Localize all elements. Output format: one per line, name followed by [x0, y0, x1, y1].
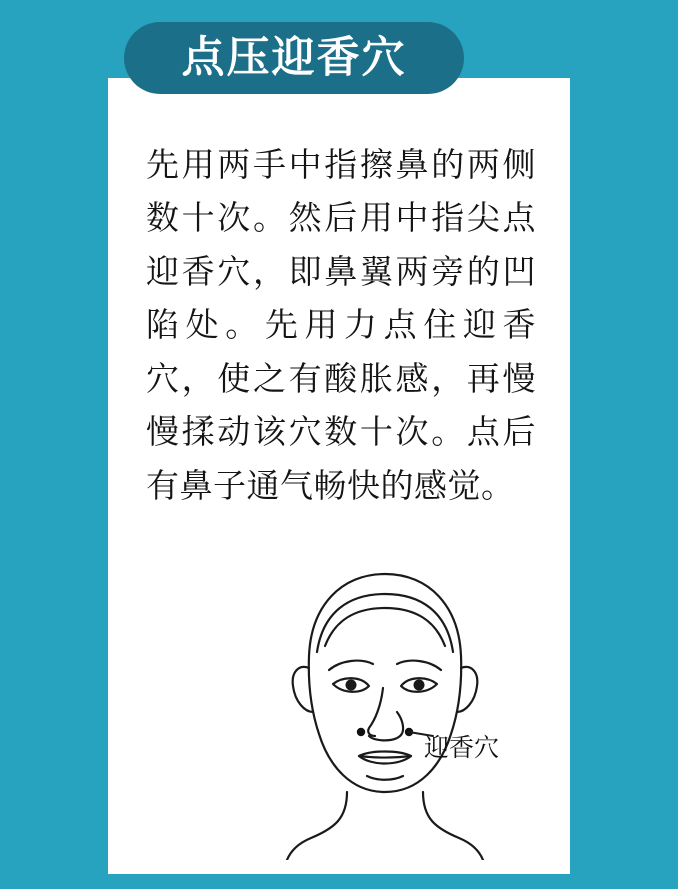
page-title: 点压迎香穴: [181, 32, 407, 83]
title-badge: [124, 22, 464, 94]
acupoint-label: 迎香穴: [424, 733, 500, 762]
face-diagram: [255, 560, 515, 860]
body-paragraph: 先用两手中指擦鼻的两侧数十次。然后用中指尖点迎香穴，即鼻翼两旁的凹陷处。先用力点住迎香穴，使之有酸胀感，再慢慢揉动该穴数十次。点后有鼻子通气畅快的感觉。: [146, 145, 536, 505]
